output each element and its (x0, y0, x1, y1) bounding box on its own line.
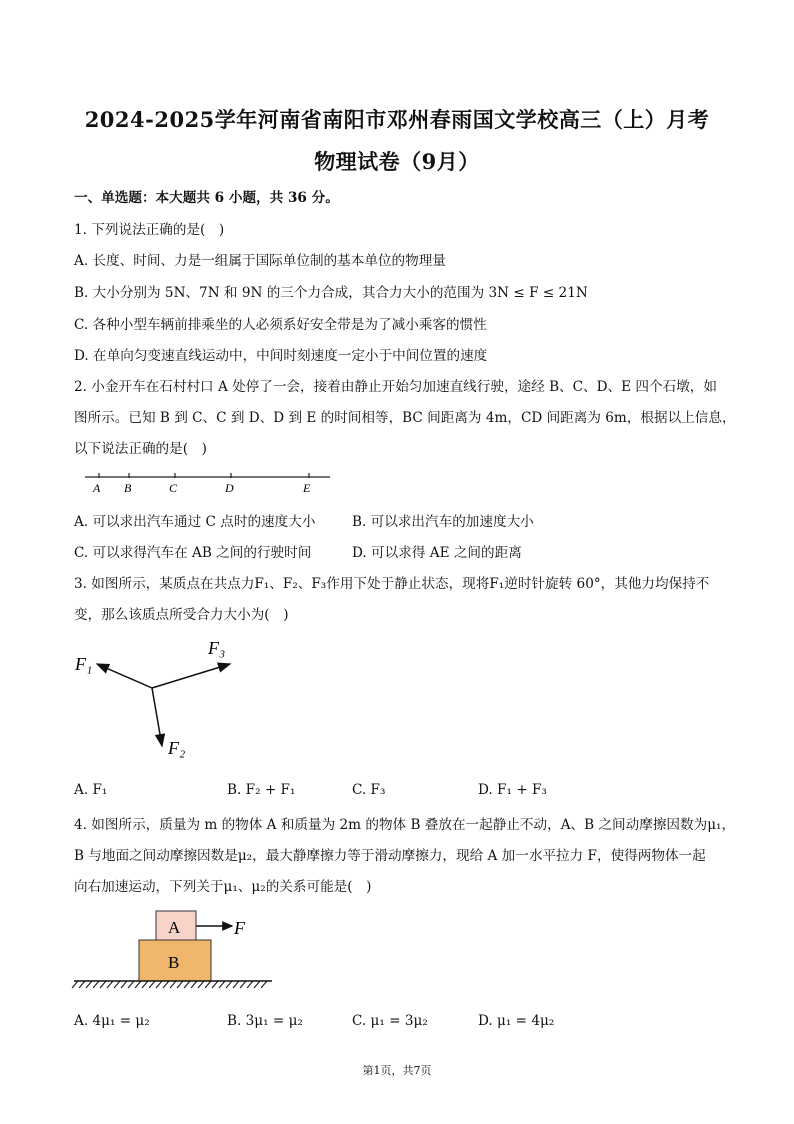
q1-option-c: C. 各种小型车辆前排乘坐的人必须系好安全带是为了减小乘客的惯性 (74, 317, 487, 333)
q3-label-f2: F₂ (168, 738, 186, 758)
q2-label-c: C (169, 481, 178, 495)
force-f-label: F (234, 918, 245, 938)
q3-label-f1: F₁ (75, 654, 93, 674)
q4-option-a: A. 4μ₁ = μ₂ (74, 1013, 150, 1029)
q4-stem-line3: 向右加速运动，下列关于μ₁、μ₂的关系可能是( ) (74, 879, 372, 895)
q4-option-c: C. μ₁ = 3μ₂ (352, 1013, 428, 1029)
q2-option-d: D. 可以求得 AE 之间的距离 (352, 545, 522, 561)
q2-stem-line1: 2. 小金开车在石村村口 A 处停了一会，接着由静止开始匀加速直线行驶，途经 B、C、D、E 四个石墩，如 (74, 379, 717, 395)
q1-stem: 1. 下列说法正确的是( ) (74, 222, 225, 238)
q3-option-a: A. F₁ (74, 782, 108, 798)
block-b-label: B (168, 953, 180, 972)
q2-option-a: A. 可以求出汽车通过 C 点时的速度大小 (74, 514, 316, 530)
q4-option-b: B. 3μ₁ = μ₂ (227, 1013, 303, 1029)
paper-title-line1: 2024-2025学年河南省南阳市邓州春雨国文学校高三（上）月考 (84, 107, 710, 132)
q4-block-diagram (72, 906, 282, 991)
q2-label-e: E (303, 481, 311, 495)
q2-option-c: C. 可以求得汽车在 AB 之间的行驶时间 (74, 545, 312, 561)
q1-option-b: B. 大小分别为 5N、7N 和 9N 的三个力合成，其合力大小的范围为 3N ≤ F ≤ 21N (74, 285, 588, 301)
block-a-label: A (168, 918, 181, 937)
q2-stem-line2: 图所示。已知 B 到 C、C 到 D、D 到 E 的时间相等，BC 间距离为 4m，CD 间距离为 6m，根据以上信息， (74, 410, 736, 426)
q3-stem-line2: 变，那么该质点所受合力大小为( ) (74, 607, 289, 623)
q3-option-b: B. F₂ + F₁ (227, 782, 296, 798)
section-heading: 一、单选题：本大题共 6 小题，共 36 分。 (74, 190, 339, 206)
q4-stem-line1: 4. 如图所示，质量为 m 的物体 A 和质量为 2m 的物体 B 叠放在一起静止不动，A、B 之间动摩擦因数为μ₁， (74, 817, 736, 833)
q2-option-b: B. 可以求出汽车的加速度大小 (352, 514, 534, 530)
q1-option-a: A. 长度、时间、力是一组属于国际单位制的基本单位的物理量 (74, 253, 446, 269)
q3-force-diagram (70, 636, 250, 766)
q1-option-d: D. 在单向匀变速直线运动中，中间时刻速度一定小于中间位置的速度 (74, 348, 488, 364)
q3-option-d: D. F₁ + F₃ (478, 782, 547, 798)
q3-option-c: C. F₃ (352, 782, 386, 798)
q2-label-b: B (124, 481, 132, 495)
q2-stem-line3: 以下说法正确的是( ) (74, 441, 207, 457)
paper-title-line2: 物理试卷（9月） (314, 149, 480, 174)
q2-label-a: A (93, 481, 101, 495)
q4-stem-line2: B 与地面之间动摩擦因数是μ₂，最大静摩擦力等于滑动摩擦力，现给 A 加一水平拉力 F，使得两物体一起 (74, 848, 706, 864)
q3-stem-line1: 3. 如图所示，某质点在共点力F₁、F₂、F₃作用下处于静止状态，现将F₁逆时针旋转 60°，其他力均保持不 (74, 576, 710, 592)
page-footer: 第1页，共7页 (362, 1064, 432, 1077)
q4-option-d: D. μ₁ = 4μ₂ (478, 1013, 555, 1029)
q2-label-d: D (225, 481, 234, 495)
q2-road-figure (85, 470, 345, 500)
q3-label-f3: F₃ (208, 638, 226, 658)
